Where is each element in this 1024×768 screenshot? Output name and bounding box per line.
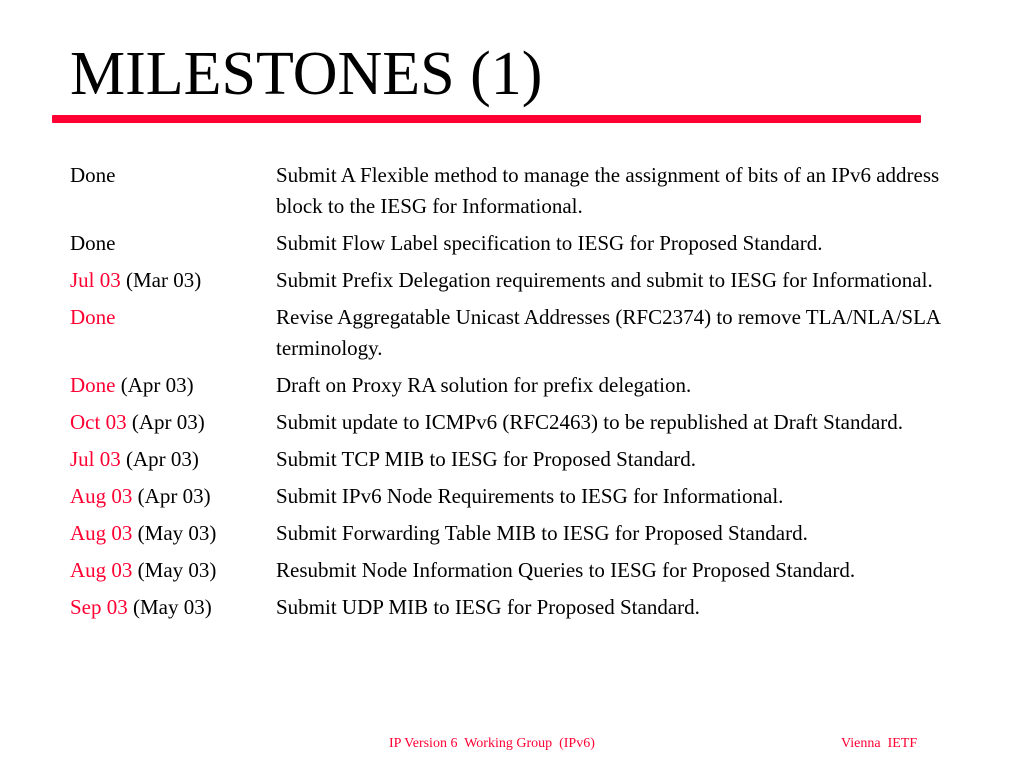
milestone-status: Jul 03 bbox=[70, 268, 121, 292]
milestone-status: Jul 03 bbox=[70, 447, 121, 471]
milestone-text: Submit Prefix Delegation requirements and submit to IESG for Informational. bbox=[276, 268, 933, 292]
milestone-row bbox=[70, 160, 970, 222]
milestone-date bbox=[70, 407, 276, 438]
milestone-row bbox=[70, 592, 970, 623]
milestone-status: Done bbox=[70, 373, 116, 397]
milestone-date bbox=[70, 518, 276, 549]
milestone-text: Submit TCP MIB to IESG for Proposed Standard. bbox=[276, 447, 697, 471]
milestone-text: Submit update to ICMPv6 (RFC2463) to be republished at Draft Standard. bbox=[276, 410, 904, 434]
milestone-original-date: (Apr 03) bbox=[115, 373, 194, 397]
milestone-original-date: (Mar 03) bbox=[120, 268, 202, 292]
milestone-status: Aug 03 bbox=[70, 484, 133, 508]
milestone-status: Aug 03 bbox=[70, 521, 133, 545]
milestone-row bbox=[70, 481, 970, 512]
milestone-text: Submit A Flexible method to manage the assignment of bits of an IPv6 address block to the IESG for Informational. bbox=[276, 163, 940, 218]
milestone-row bbox=[70, 302, 970, 364]
title-underline bbox=[52, 115, 921, 123]
milestone-text: Draft on Proxy RA solution for prefix delegation. bbox=[276, 373, 692, 397]
milestone-date bbox=[70, 302, 276, 364]
milestone-row bbox=[70, 555, 970, 586]
milestone-text: Resubmit Node Information Queries to IESG for Proposed Standard. bbox=[276, 558, 856, 582]
milestone-date bbox=[70, 228, 276, 259]
milestone-row bbox=[70, 265, 970, 296]
milestone-original-date: (Apr 03) bbox=[126, 410, 205, 434]
milestone-row bbox=[70, 407, 970, 438]
milestone-original-date: (Apr 03) bbox=[132, 484, 211, 508]
milestone-status: Done bbox=[70, 231, 116, 255]
milestone-row bbox=[70, 518, 970, 549]
milestone-date bbox=[70, 160, 276, 222]
slide-title: MILESTONES (1) bbox=[70, 40, 543, 108]
milestone-original-date: (May 03) bbox=[132, 558, 217, 582]
milestone-original-date: (Apr 03) bbox=[120, 447, 199, 471]
milestone-date bbox=[70, 555, 276, 586]
milestone-text: Submit UDP MIB to IESG for Proposed Standard. bbox=[276, 595, 700, 619]
milestone-text: Submit IPv6 Node Requirements to IESG for Informational. bbox=[276, 484, 784, 508]
milestone-date bbox=[70, 481, 276, 512]
milestone-status: Sep 03 bbox=[70, 595, 128, 619]
milestone-original-date: (May 03) bbox=[132, 521, 217, 545]
milestone-status: Aug 03 bbox=[70, 558, 133, 582]
milestone-row bbox=[70, 370, 970, 401]
milestone-original-date: (May 03) bbox=[127, 595, 212, 619]
milestone-text: Revise Aggregatable Unicast Addresses (RFC2374) to remove TLA/NLA/SLA terminology. bbox=[276, 305, 940, 360]
milestone-status: Done bbox=[70, 163, 116, 187]
milestone-date bbox=[70, 444, 276, 475]
milestone-date bbox=[70, 370, 276, 401]
footer-venue: Vienna IETF bbox=[841, 736, 918, 751]
milestone-status: Oct 03 bbox=[70, 410, 127, 434]
milestone-date bbox=[70, 592, 276, 623]
milestones-list bbox=[70, 160, 970, 629]
footer-working-group: IP Version 6 Working Group (IPv6) bbox=[389, 736, 595, 751]
milestone-row bbox=[70, 444, 970, 475]
milestone-date bbox=[70, 265, 276, 296]
milestone-text: Submit Flow Label specification to IESG for Proposed Standard. bbox=[276, 231, 823, 255]
milestone-row bbox=[70, 228, 970, 259]
milestone-text: Submit Forwarding Table MIB to IESG for Proposed Standard. bbox=[276, 521, 808, 545]
milestone-status: Done bbox=[70, 305, 116, 329]
